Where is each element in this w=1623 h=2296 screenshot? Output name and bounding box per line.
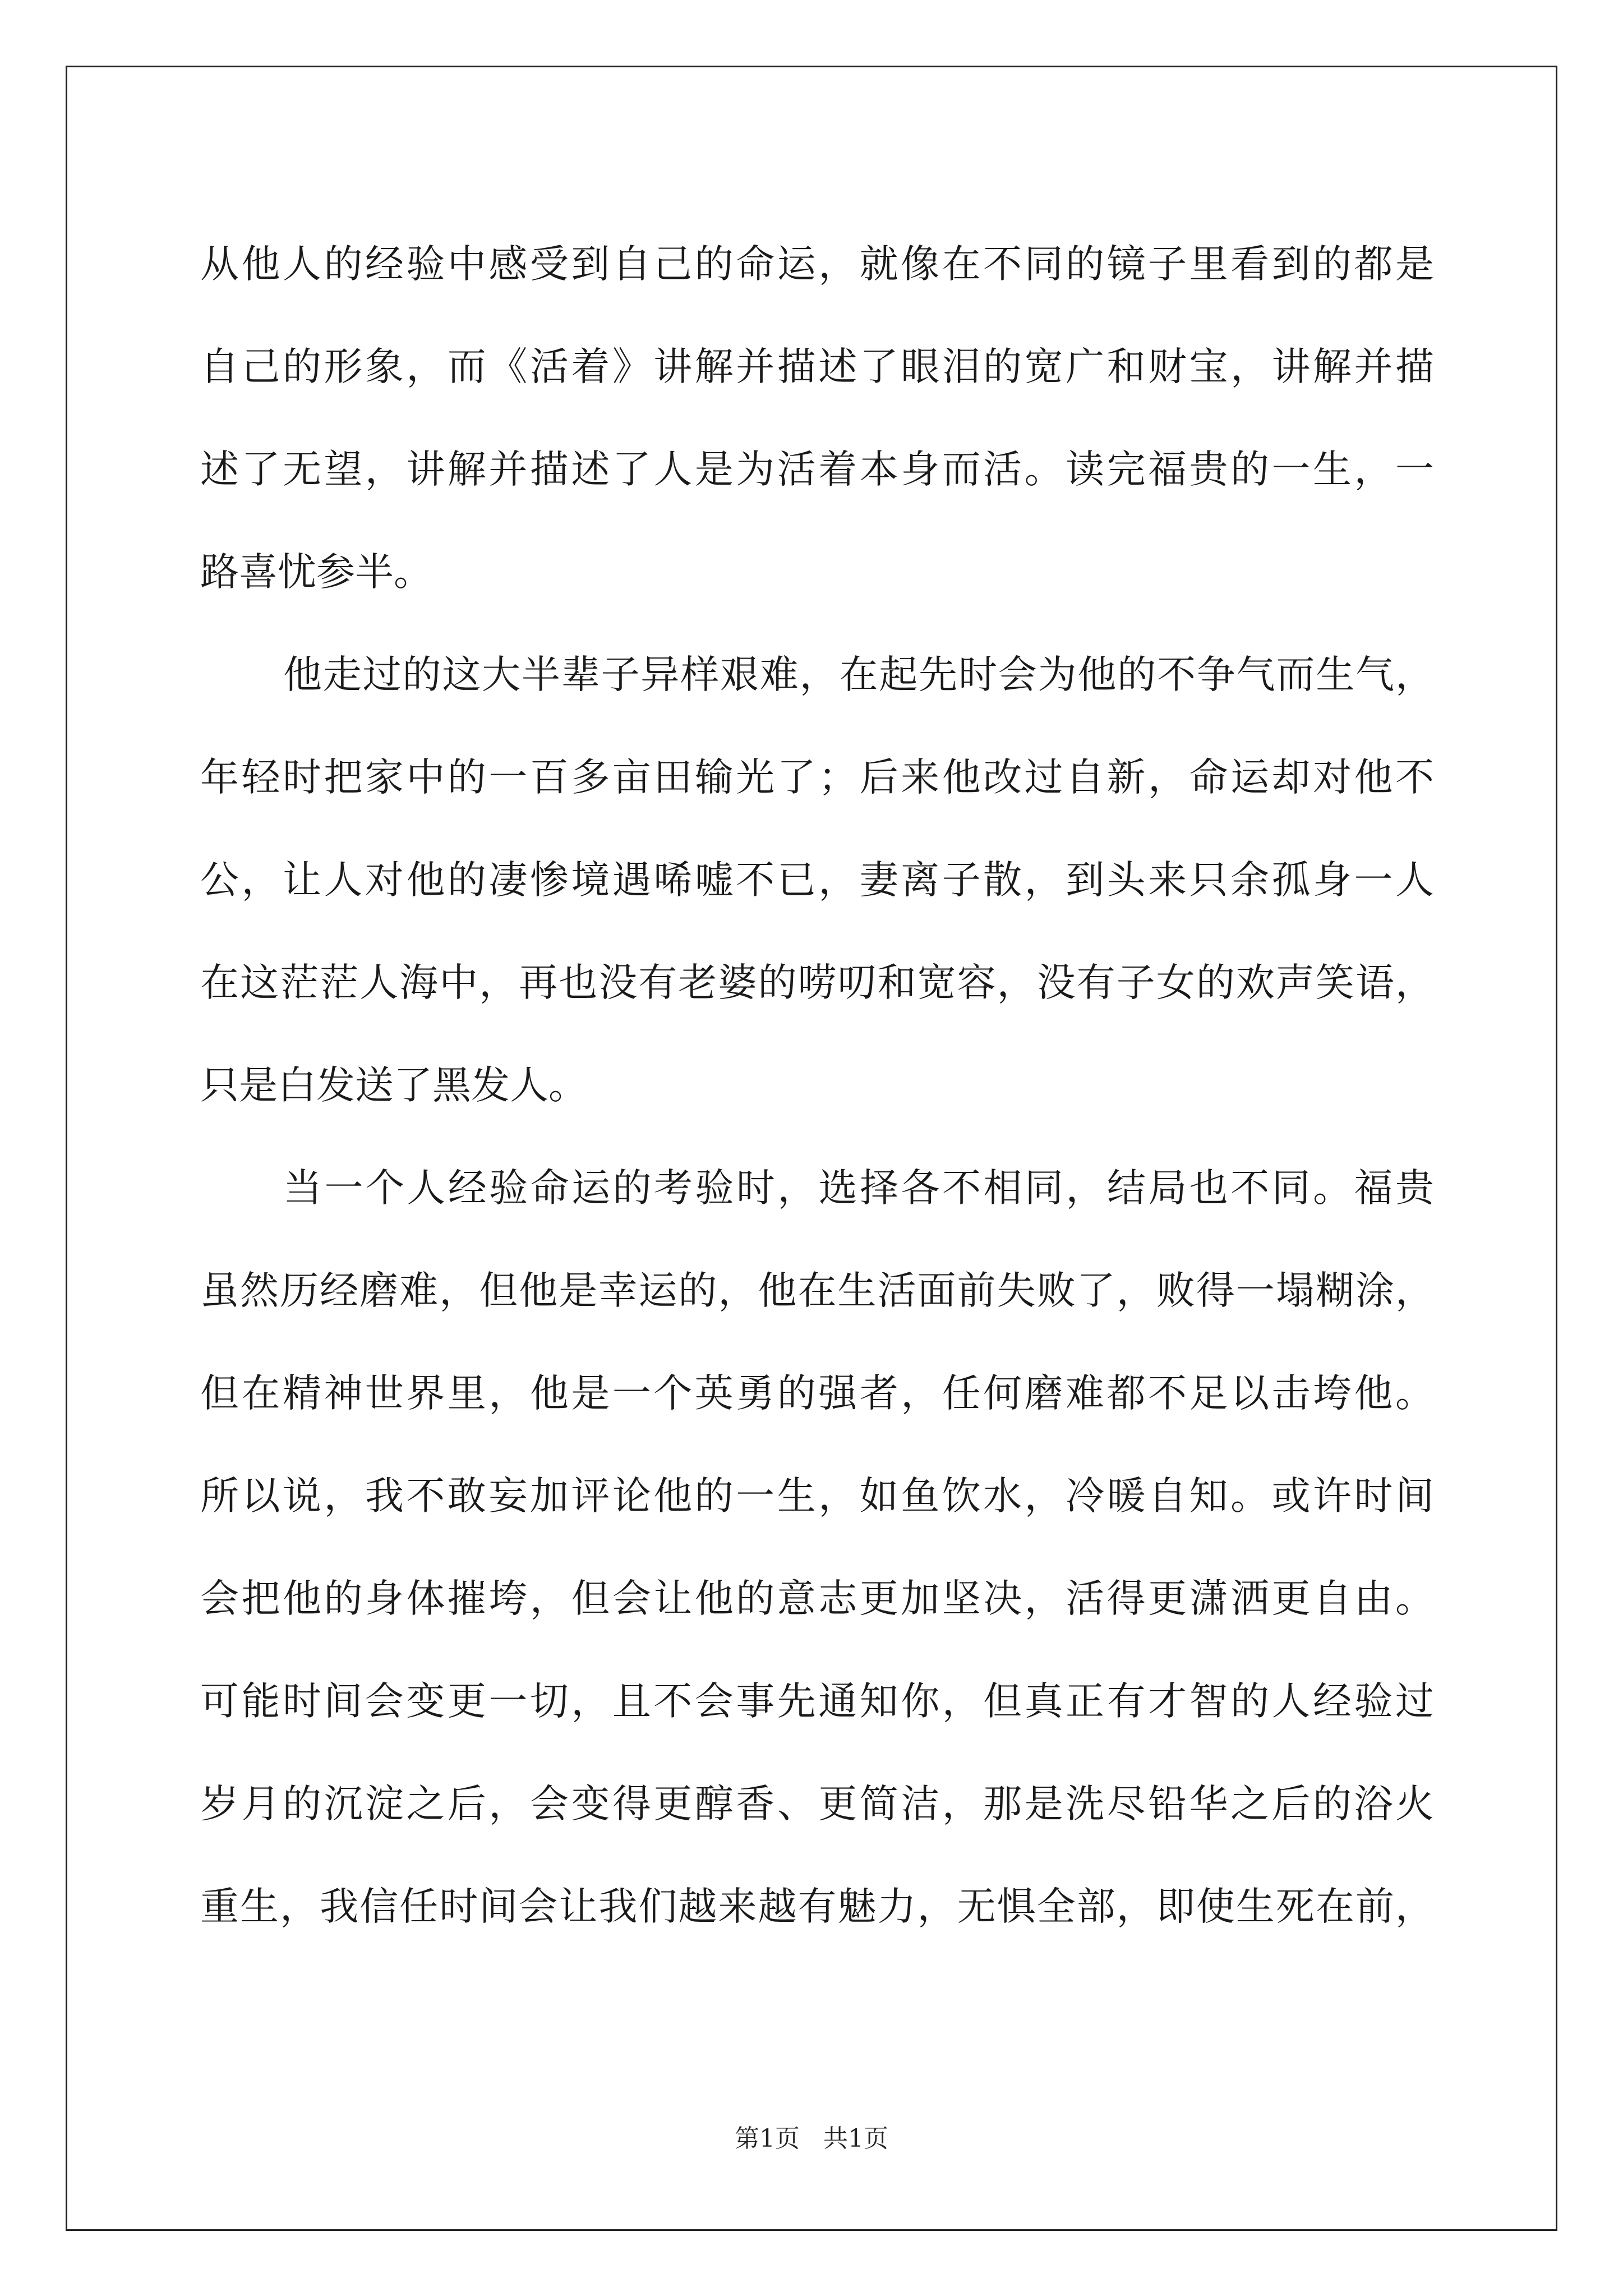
text-line: 年轻时把家中的一百多亩田输光了；后来他改过自新，命运却对他不 [200, 755, 1434, 800]
text-line: 述了无望，讲解并描述了人是为活着本身而活。读完福贵的一生，一 [200, 447, 1434, 492]
text-line: 但在精神世界里，他是一个英勇的强者，任何磨难都不足以击垮他。 [200, 1371, 1434, 1416]
page-number: 第1页 共1页 [735, 2124, 888, 2153]
text-line: 所以说，我不敢妄加评论他的一生，如鱼饮水，冷暖自知。或许时间 [200, 1474, 1434, 1519]
text-line: 可能时间会变更一切，且不会事先通知你，但真正有才智的人经验过 [200, 1679, 1434, 1724]
text-line: 路喜忧参半。 [200, 550, 432, 595]
text-line: 自己的形象，而《活着》讲解并描述了眼泪的宽广和财宝，讲解并描 [200, 344, 1434, 389]
document-body [200, 213, 1434, 1958]
text-line: 会把他的身体摧垮，但会让他的意志更加坚决，活得更潇洒更自由。 [200, 1576, 1434, 1621]
text-line: 重生，我信任时间会让我们越来越有魅力，无惧全部，即使生死在前， [200, 1884, 1434, 1929]
text-line: 只是白发送了黑发人。 [200, 1063, 587, 1108]
text-line: 他走过的这大半辈子异样艰难，在起先时会为他的不争气而生气， [283, 652, 1434, 697]
text-line: 岁月的沉淀之后，会变得更醇香、更简洁，那是洗尽铅华之后的浴火 [200, 1782, 1434, 1826]
text-line: 当一个人经验命运的考验时，选择各不相同，结局也不同。福贵 [283, 1166, 1434, 1211]
text-line: 公，让人对他的凄惨境遇唏嘘不已，妻离子散，到头来只余孤身一人 [200, 858, 1434, 903]
text-line: 从他人的经验中感受到自己的命运，就像在不同的镜子里看到的都是 [200, 242, 1434, 287]
text-line: 虽然历经磨难，但他是幸运的，他在生活面前失败了，败得一塌糊涂， [200, 1268, 1434, 1313]
text-line: 在这茫茫人海中，再也没有老婆的唠叨和宽容，没有子女的欢声笑语， [200, 960, 1434, 1005]
